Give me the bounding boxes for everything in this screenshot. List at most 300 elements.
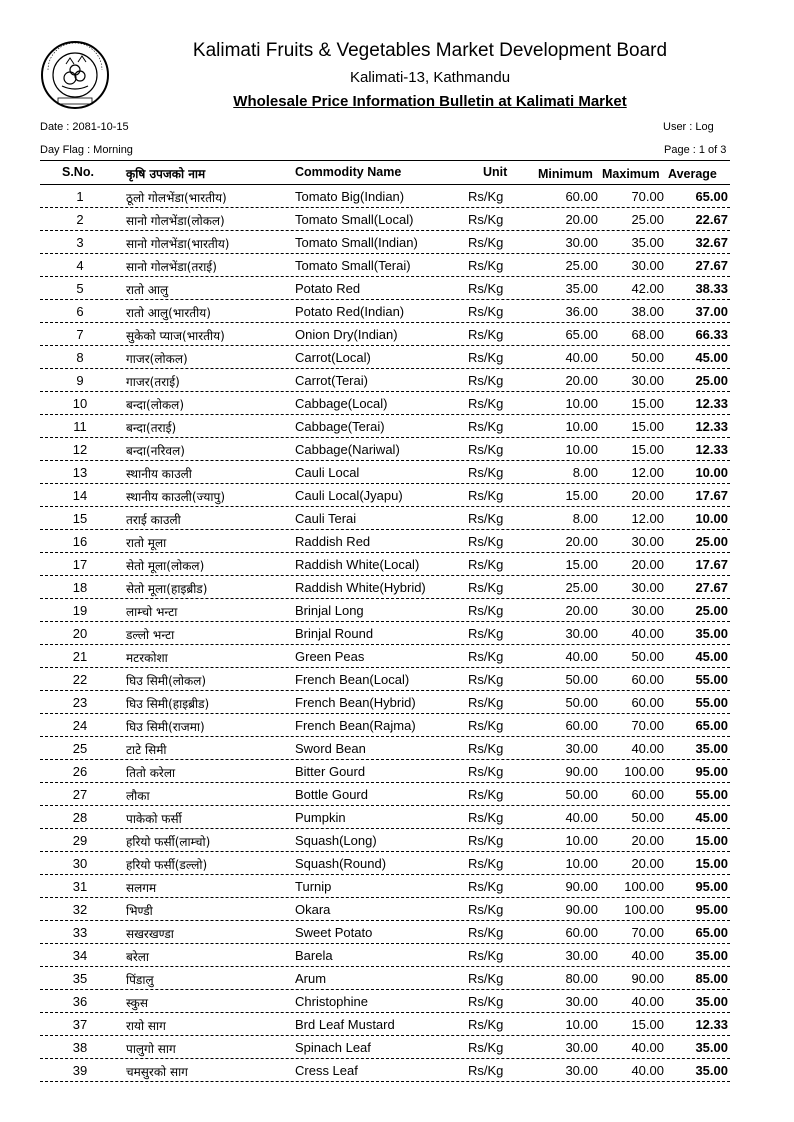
row-minimum: 20.00 bbox=[565, 603, 598, 618]
row-nepali-name: पालुगो साग bbox=[126, 1042, 176, 1056]
row-minimum: 10.00 bbox=[565, 833, 598, 848]
row-nepali-name: सानो गोलभेंडा(तराई) bbox=[126, 260, 217, 274]
table-row bbox=[0, 484, 794, 507]
row-commodity-name: Onion Dry(Indian) bbox=[295, 327, 398, 342]
table-row bbox=[0, 461, 794, 484]
row-minimum: 40.00 bbox=[565, 810, 598, 825]
table-row bbox=[0, 254, 794, 277]
row-minimum: 30.00 bbox=[565, 994, 598, 1009]
row-commodity-name: Sword Bean bbox=[295, 741, 366, 756]
table-row bbox=[0, 645, 794, 668]
table-row bbox=[0, 599, 794, 622]
row-nepali-name: पिंडालु bbox=[126, 973, 154, 987]
table-row bbox=[0, 714, 794, 737]
row-sno: 7 bbox=[76, 327, 84, 342]
day-flag: Day Flag : Morning bbox=[40, 144, 133, 156]
row-sno: 33 bbox=[72, 925, 88, 940]
row-commodity-name: Okara bbox=[295, 902, 331, 917]
row-commodity-name: Christophine bbox=[295, 994, 368, 1009]
row-unit: Rs/Kg bbox=[468, 511, 504, 526]
col-average: Average bbox=[668, 167, 717, 181]
row-commodity-name: Cabbage(Local) bbox=[295, 396, 388, 411]
row-nepali-name: लौका bbox=[126, 789, 150, 803]
row-sno: 25 bbox=[72, 741, 88, 756]
row-unit: Rs/Kg bbox=[468, 373, 504, 388]
table-row bbox=[0, 1036, 794, 1059]
row-sno: 20 bbox=[72, 626, 88, 641]
row-maximum: 35.00 bbox=[631, 235, 664, 250]
row-maximum: 70.00 bbox=[631, 925, 664, 940]
row-nepali-name: मटरकोशा bbox=[126, 651, 168, 665]
row-maximum: 40.00 bbox=[631, 1063, 664, 1078]
row-maximum: 50.00 bbox=[631, 810, 664, 825]
row-unit: Rs/Kg bbox=[468, 235, 504, 250]
row-commodity-name: Brinjal Long bbox=[295, 603, 364, 618]
row-commodity-name: Raddish White(Local) bbox=[295, 557, 420, 572]
row-commodity-name: Tomato Small(Local) bbox=[295, 212, 414, 227]
table-row bbox=[0, 576, 794, 599]
row-unit: Rs/Kg bbox=[468, 879, 504, 894]
row-sno: 13 bbox=[72, 465, 88, 480]
table-row bbox=[0, 967, 794, 990]
row-minimum: 30.00 bbox=[565, 235, 598, 250]
table-row bbox=[0, 944, 794, 967]
row-nepali-name: तितो करेला bbox=[126, 766, 176, 780]
row-sno: 30 bbox=[72, 856, 88, 871]
table-row bbox=[0, 507, 794, 530]
row-minimum: 10.00 bbox=[565, 1017, 598, 1032]
row-commodity-name: Arum bbox=[295, 971, 327, 986]
row-sno: 28 bbox=[72, 810, 88, 825]
row-average: 35.00 bbox=[695, 948, 728, 963]
row-sno: 11 bbox=[73, 419, 87, 434]
row-nepali-name: चमसुरको साग bbox=[126, 1065, 188, 1079]
row-minimum: 25.00 bbox=[565, 258, 598, 273]
row-unit: Rs/Kg bbox=[468, 603, 504, 618]
row-maximum: 100.00 bbox=[624, 902, 664, 917]
table-row bbox=[0, 300, 794, 323]
row-average: 95.00 bbox=[695, 879, 728, 894]
row-maximum: 40.00 bbox=[631, 994, 664, 1009]
table-row bbox=[0, 208, 794, 231]
table-row bbox=[0, 829, 794, 852]
row-maximum: 20.00 bbox=[631, 488, 664, 503]
row-minimum: 25.00 bbox=[565, 580, 598, 595]
row-commodity-name: Carrot(Terai) bbox=[295, 373, 368, 388]
row-nepali-name: सलगम bbox=[126, 881, 157, 895]
row-commodity-name: Sweet Potato bbox=[295, 925, 373, 940]
row-nepali-name: सुकेको प्याज(भारतीय) bbox=[126, 329, 225, 343]
row-divider bbox=[40, 1081, 730, 1082]
table-row bbox=[0, 875, 794, 898]
row-sno: 36 bbox=[72, 994, 88, 1009]
row-sno: 2 bbox=[76, 212, 84, 227]
row-average: 85.00 bbox=[695, 971, 728, 986]
row-commodity-name: Bitter Gourd bbox=[295, 764, 366, 779]
row-nepali-name: सानो गोलभेंडा(भारतीय) bbox=[126, 237, 230, 251]
row-average: 15.00 bbox=[695, 833, 728, 848]
table-row bbox=[0, 1013, 794, 1036]
row-commodity-name: Brd Leaf Mustard bbox=[295, 1017, 395, 1032]
row-maximum: 30.00 bbox=[631, 580, 664, 595]
row-unit: Rs/Kg bbox=[468, 419, 504, 434]
row-minimum: 10.00 bbox=[565, 442, 598, 457]
row-average: 35.00 bbox=[695, 741, 728, 756]
row-unit: Rs/Kg bbox=[468, 994, 504, 1009]
row-commodity-name: Squash(Long) bbox=[295, 833, 377, 848]
row-average: 10.00 bbox=[695, 511, 728, 526]
row-nepali-name: सेतो मूला(लोकल) bbox=[126, 559, 205, 573]
row-average: 12.33 bbox=[695, 442, 728, 457]
row-maximum: 20.00 bbox=[631, 856, 664, 871]
board-title: Kalimati Fruits & Vegetables Market Development Board bbox=[192, 40, 668, 61]
table-row bbox=[0, 691, 794, 714]
row-sno: 38 bbox=[72, 1040, 88, 1055]
report-user: User : Log bbox=[663, 121, 714, 133]
row-average: 66.33 bbox=[695, 327, 728, 342]
row-average: 22.67 bbox=[695, 212, 728, 227]
row-minimum: 20.00 bbox=[565, 373, 598, 388]
row-maximum: 50.00 bbox=[631, 350, 664, 365]
col-minimum: Minimum bbox=[538, 167, 593, 181]
row-unit: Rs/Kg bbox=[468, 189, 504, 204]
table-row bbox=[0, 852, 794, 875]
row-nepali-name: ठूलो गोलभेंडा(भारतीय) bbox=[126, 191, 227, 205]
row-sno: 22 bbox=[72, 672, 88, 687]
row-average: 15.00 bbox=[695, 856, 728, 871]
row-sno: 23 bbox=[72, 695, 88, 710]
row-maximum: 50.00 bbox=[631, 649, 664, 664]
row-nepali-name: हरियो फर्सी(लाम्चो) bbox=[126, 835, 211, 849]
row-commodity-name: Cauli Local bbox=[295, 465, 360, 480]
row-maximum: 100.00 bbox=[624, 764, 664, 779]
row-nepali-name: बन्दा(लोकल) bbox=[126, 398, 184, 412]
row-minimum: 10.00 bbox=[565, 856, 598, 871]
row-sno: 18 bbox=[72, 580, 88, 595]
row-maximum: 20.00 bbox=[631, 557, 664, 572]
row-nepali-name: हरियो फर्सी(डल्लो) bbox=[126, 858, 208, 872]
row-maximum: 60.00 bbox=[631, 672, 664, 687]
row-unit: Rs/Kg bbox=[468, 787, 504, 802]
row-commodity-name: Spinach Leaf bbox=[295, 1040, 371, 1055]
row-nepali-name: तराई काउली bbox=[126, 513, 181, 527]
row-average: 25.00 bbox=[695, 373, 728, 388]
row-minimum: 50.00 bbox=[565, 787, 598, 802]
row-minimum: 30.00 bbox=[565, 948, 598, 963]
row-unit: Rs/Kg bbox=[468, 925, 504, 940]
row-average: 12.33 bbox=[695, 396, 728, 411]
row-minimum: 40.00 bbox=[565, 350, 598, 365]
row-average: 25.00 bbox=[695, 603, 728, 618]
row-nepali-name: स्कुस bbox=[126, 996, 148, 1010]
row-minimum: 30.00 bbox=[565, 741, 598, 756]
row-minimum: 60.00 bbox=[565, 718, 598, 733]
table-row bbox=[0, 323, 794, 346]
row-sno: 8 bbox=[76, 350, 84, 365]
row-unit: Rs/Kg bbox=[468, 856, 504, 871]
row-commodity-name: French Bean(Hybrid) bbox=[295, 695, 416, 710]
row-nepali-name: बन्दा(तराई) bbox=[126, 421, 177, 435]
row-sno: 27 bbox=[72, 787, 88, 802]
row-average: 32.67 bbox=[695, 235, 728, 250]
row-unit: Rs/Kg bbox=[468, 971, 504, 986]
row-unit: Rs/Kg bbox=[468, 626, 504, 641]
row-commodity-name: Raddish White(Hybrid) bbox=[295, 580, 426, 595]
row-minimum: 15.00 bbox=[565, 488, 598, 503]
row-nepali-name: घिउ सिमी(राजमा) bbox=[126, 720, 205, 734]
row-minimum: 60.00 bbox=[565, 925, 598, 940]
row-minimum: 30.00 bbox=[565, 1040, 598, 1055]
row-unit: Rs/Kg bbox=[468, 1040, 504, 1055]
row-minimum: 50.00 bbox=[565, 695, 598, 710]
col-nepali-name: कृषि उपजको नाम bbox=[126, 167, 206, 181]
row-maximum: 90.00 bbox=[631, 971, 664, 986]
row-commodity-name: Tomato Small(Indian) bbox=[295, 235, 418, 250]
row-sno: 5 bbox=[76, 281, 84, 296]
row-nepali-name: भिण्डी bbox=[126, 904, 153, 918]
row-nepali-name: स्थानीय काउली(ज्यापु) bbox=[126, 490, 226, 504]
row-sno: 9 bbox=[76, 373, 84, 388]
header-top-rule bbox=[40, 160, 730, 161]
row-unit: Rs/Kg bbox=[468, 1017, 504, 1032]
row-average: 27.67 bbox=[695, 580, 728, 595]
row-maximum: 100.00 bbox=[624, 879, 664, 894]
row-maximum: 38.00 bbox=[631, 304, 664, 319]
table-row bbox=[0, 783, 794, 806]
col-sno: S.No. bbox=[62, 165, 94, 179]
row-minimum: 65.00 bbox=[565, 327, 598, 342]
row-unit: Rs/Kg bbox=[468, 1063, 504, 1078]
row-average: 65.00 bbox=[695, 925, 728, 940]
row-maximum: 20.00 bbox=[631, 833, 664, 848]
row-nepali-name: रातो आलु bbox=[126, 283, 169, 297]
row-commodity-name: Squash(Round) bbox=[295, 856, 387, 871]
row-sno: 21 bbox=[72, 649, 88, 664]
row-nepali-name: डल्लो भन्टा bbox=[126, 628, 175, 642]
row-sno: 4 bbox=[76, 258, 84, 273]
row-unit: Rs/Kg bbox=[468, 534, 504, 549]
row-average: 17.67 bbox=[695, 488, 728, 503]
row-maximum: 12.00 bbox=[631, 511, 664, 526]
row-average: 55.00 bbox=[695, 695, 728, 710]
row-commodity-name: Cress Leaf bbox=[295, 1063, 358, 1078]
row-nepali-name: स्थानीय काउली bbox=[126, 467, 192, 481]
row-maximum: 40.00 bbox=[631, 1040, 664, 1055]
row-commodity-name: Pumpkin bbox=[295, 810, 346, 825]
row-commodity-name: Tomato Big(Indian) bbox=[295, 189, 405, 204]
report-date: Date : 2081-10-15 bbox=[40, 121, 129, 133]
row-commodity-name: Brinjal Round bbox=[295, 626, 374, 641]
table-row bbox=[0, 990, 794, 1013]
row-commodity-name: Cauli Local(Jyapu) bbox=[295, 488, 403, 503]
row-minimum: 90.00 bbox=[565, 764, 598, 779]
row-unit: Rs/Kg bbox=[468, 948, 504, 963]
row-unit: Rs/Kg bbox=[468, 396, 504, 411]
table-row bbox=[0, 346, 794, 369]
row-maximum: 30.00 bbox=[631, 373, 664, 388]
row-average: 35.00 bbox=[695, 1063, 728, 1078]
row-average: 65.00 bbox=[695, 718, 728, 733]
row-unit: Rs/Kg bbox=[468, 465, 504, 480]
row-maximum: 68.00 bbox=[631, 327, 664, 342]
row-sno: 16 bbox=[72, 534, 88, 549]
row-sno: 39 bbox=[72, 1063, 88, 1078]
table-row bbox=[0, 553, 794, 576]
row-sno: 12 bbox=[72, 442, 88, 457]
row-commodity-name: French Bean(Rajma) bbox=[295, 718, 416, 733]
row-average: 12.33 bbox=[695, 1017, 728, 1032]
row-minimum: 50.00 bbox=[565, 672, 598, 687]
row-sno: 32 bbox=[72, 902, 88, 917]
row-unit: Rs/Kg bbox=[468, 672, 504, 687]
row-maximum: 70.00 bbox=[631, 718, 664, 733]
row-nepali-name: बरेला bbox=[126, 950, 150, 964]
row-average: 95.00 bbox=[695, 902, 728, 917]
row-average: 37.00 bbox=[695, 304, 728, 319]
row-maximum: 15.00 bbox=[631, 396, 664, 411]
row-sno: 17 bbox=[72, 557, 88, 572]
table-row bbox=[0, 231, 794, 254]
row-commodity-name: Tomato Small(Terai) bbox=[295, 258, 411, 273]
row-commodity-name: Green Peas bbox=[295, 649, 365, 664]
row-maximum: 40.00 bbox=[631, 741, 664, 756]
table-row bbox=[0, 392, 794, 415]
row-minimum: 30.00 bbox=[565, 626, 598, 641]
row-nepali-name: गाजर(तराई) bbox=[126, 375, 180, 389]
table-row bbox=[0, 806, 794, 829]
row-average: 45.00 bbox=[695, 350, 728, 365]
board-logo bbox=[40, 40, 110, 110]
row-sno: 37 bbox=[72, 1017, 88, 1032]
row-nepali-name: सानो गोलभेंडा(लोकल) bbox=[126, 214, 225, 228]
row-average: 10.00 bbox=[695, 465, 728, 480]
row-nepali-name: रातो मूला bbox=[126, 536, 167, 550]
row-average: 35.00 bbox=[695, 994, 728, 1009]
col-commodity-name: Commodity Name bbox=[295, 165, 402, 179]
row-unit: Rs/Kg bbox=[468, 695, 504, 710]
row-unit: Rs/Kg bbox=[468, 304, 504, 319]
col-maximum: Maximum bbox=[602, 167, 660, 181]
row-minimum: 20.00 bbox=[565, 534, 598, 549]
row-minimum: 10.00 bbox=[565, 419, 598, 434]
row-average: 55.00 bbox=[695, 672, 728, 687]
table-row bbox=[0, 277, 794, 300]
row-nepali-name: घिउ सिमी(हाइब्रीड) bbox=[126, 697, 210, 711]
row-minimum: 35.00 bbox=[565, 281, 598, 296]
row-average: 95.00 bbox=[695, 764, 728, 779]
row-unit: Rs/Kg bbox=[468, 350, 504, 365]
row-average: 12.33 bbox=[695, 419, 728, 434]
row-sno: 15 bbox=[72, 511, 88, 526]
row-minimum: 20.00 bbox=[565, 212, 598, 227]
row-minimum: 90.00 bbox=[565, 902, 598, 917]
row-unit: Rs/Kg bbox=[468, 557, 504, 572]
row-nepali-name: टाटे सिमी bbox=[126, 743, 167, 757]
row-nepali-name: पाकेको फर्सी bbox=[126, 812, 182, 826]
table-row bbox=[0, 921, 794, 944]
row-unit: Rs/Kg bbox=[468, 258, 504, 273]
row-sno: 6 bbox=[76, 304, 84, 319]
row-nepali-name: बन्दा(नरिवल) bbox=[126, 444, 185, 458]
row-maximum: 60.00 bbox=[631, 695, 664, 710]
row-maximum: 60.00 bbox=[631, 787, 664, 802]
row-maximum: 12.00 bbox=[631, 465, 664, 480]
row-sno: 35 bbox=[72, 971, 88, 986]
row-unit: Rs/Kg bbox=[468, 649, 504, 664]
row-unit: Rs/Kg bbox=[468, 442, 504, 457]
row-unit: Rs/Kg bbox=[468, 281, 504, 296]
table-row bbox=[0, 438, 794, 461]
row-sno: 1 bbox=[76, 189, 84, 204]
table-row bbox=[0, 1059, 794, 1082]
row-commodity-name: Bottle Gourd bbox=[295, 787, 368, 802]
row-unit: Rs/Kg bbox=[468, 741, 504, 756]
row-unit: Rs/Kg bbox=[468, 833, 504, 848]
row-maximum: 30.00 bbox=[631, 603, 664, 618]
row-commodity-name: Turnip bbox=[295, 879, 332, 894]
row-minimum: 30.00 bbox=[565, 1063, 598, 1078]
table-row bbox=[0, 415, 794, 438]
row-commodity-name: Raddish Red bbox=[295, 534, 371, 549]
row-nepali-name: सखरखण्डा bbox=[126, 927, 174, 941]
row-sno: 31 bbox=[72, 879, 88, 894]
row-maximum: 30.00 bbox=[631, 258, 664, 273]
row-maximum: 30.00 bbox=[631, 534, 664, 549]
row-unit: Rs/Kg bbox=[468, 764, 504, 779]
row-minimum: 8.00 bbox=[572, 511, 598, 526]
row-maximum: 40.00 bbox=[631, 948, 664, 963]
row-maximum: 42.00 bbox=[631, 281, 664, 296]
row-commodity-name: Potato Red(Indian) bbox=[295, 304, 405, 319]
row-nepali-name: घिउ सिमी(लोकल) bbox=[126, 674, 207, 688]
row-unit: Rs/Kg bbox=[468, 212, 504, 227]
row-nepali-name: रायो साग bbox=[126, 1019, 166, 1033]
row-unit: Rs/Kg bbox=[468, 902, 504, 917]
row-sno: 10 bbox=[72, 396, 88, 411]
row-average: 55.00 bbox=[695, 787, 728, 802]
row-commodity-name: Cabbage(Nariwal) bbox=[295, 442, 400, 457]
row-maximum: 70.00 bbox=[631, 189, 664, 204]
table-row bbox=[0, 185, 794, 208]
row-nepali-name: गाजर(लोकल) bbox=[126, 352, 188, 366]
table-row bbox=[0, 668, 794, 691]
col-unit: Unit bbox=[483, 165, 508, 179]
row-unit: Rs/Kg bbox=[468, 327, 504, 342]
row-unit: Rs/Kg bbox=[468, 580, 504, 595]
row-commodity-name: Barela bbox=[295, 948, 333, 963]
row-average: 27.67 bbox=[695, 258, 728, 273]
row-minimum: 40.00 bbox=[565, 649, 598, 664]
row-commodity-name: French Bean(Local) bbox=[295, 672, 410, 687]
row-sno: 34 bbox=[72, 948, 88, 963]
row-maximum: 15.00 bbox=[631, 442, 664, 457]
table-row bbox=[0, 369, 794, 392]
row-sno: 14 bbox=[72, 488, 88, 503]
row-minimum: 36.00 bbox=[565, 304, 598, 319]
row-maximum: 40.00 bbox=[631, 626, 664, 641]
row-average: 38.33 bbox=[695, 281, 728, 296]
row-maximum: 15.00 bbox=[631, 1017, 664, 1032]
row-average: 45.00 bbox=[695, 649, 728, 664]
row-minimum: 60.00 bbox=[565, 189, 598, 204]
row-nepali-name: सेतो मूला(हाइब्रीड) bbox=[126, 582, 208, 596]
row-average: 25.00 bbox=[695, 534, 728, 549]
row-average: 35.00 bbox=[695, 1040, 728, 1055]
row-average: 65.00 bbox=[695, 189, 728, 204]
row-commodity-name: Cabbage(Terai) bbox=[295, 419, 385, 434]
row-minimum: 80.00 bbox=[565, 971, 598, 986]
row-average: 35.00 bbox=[695, 626, 728, 641]
